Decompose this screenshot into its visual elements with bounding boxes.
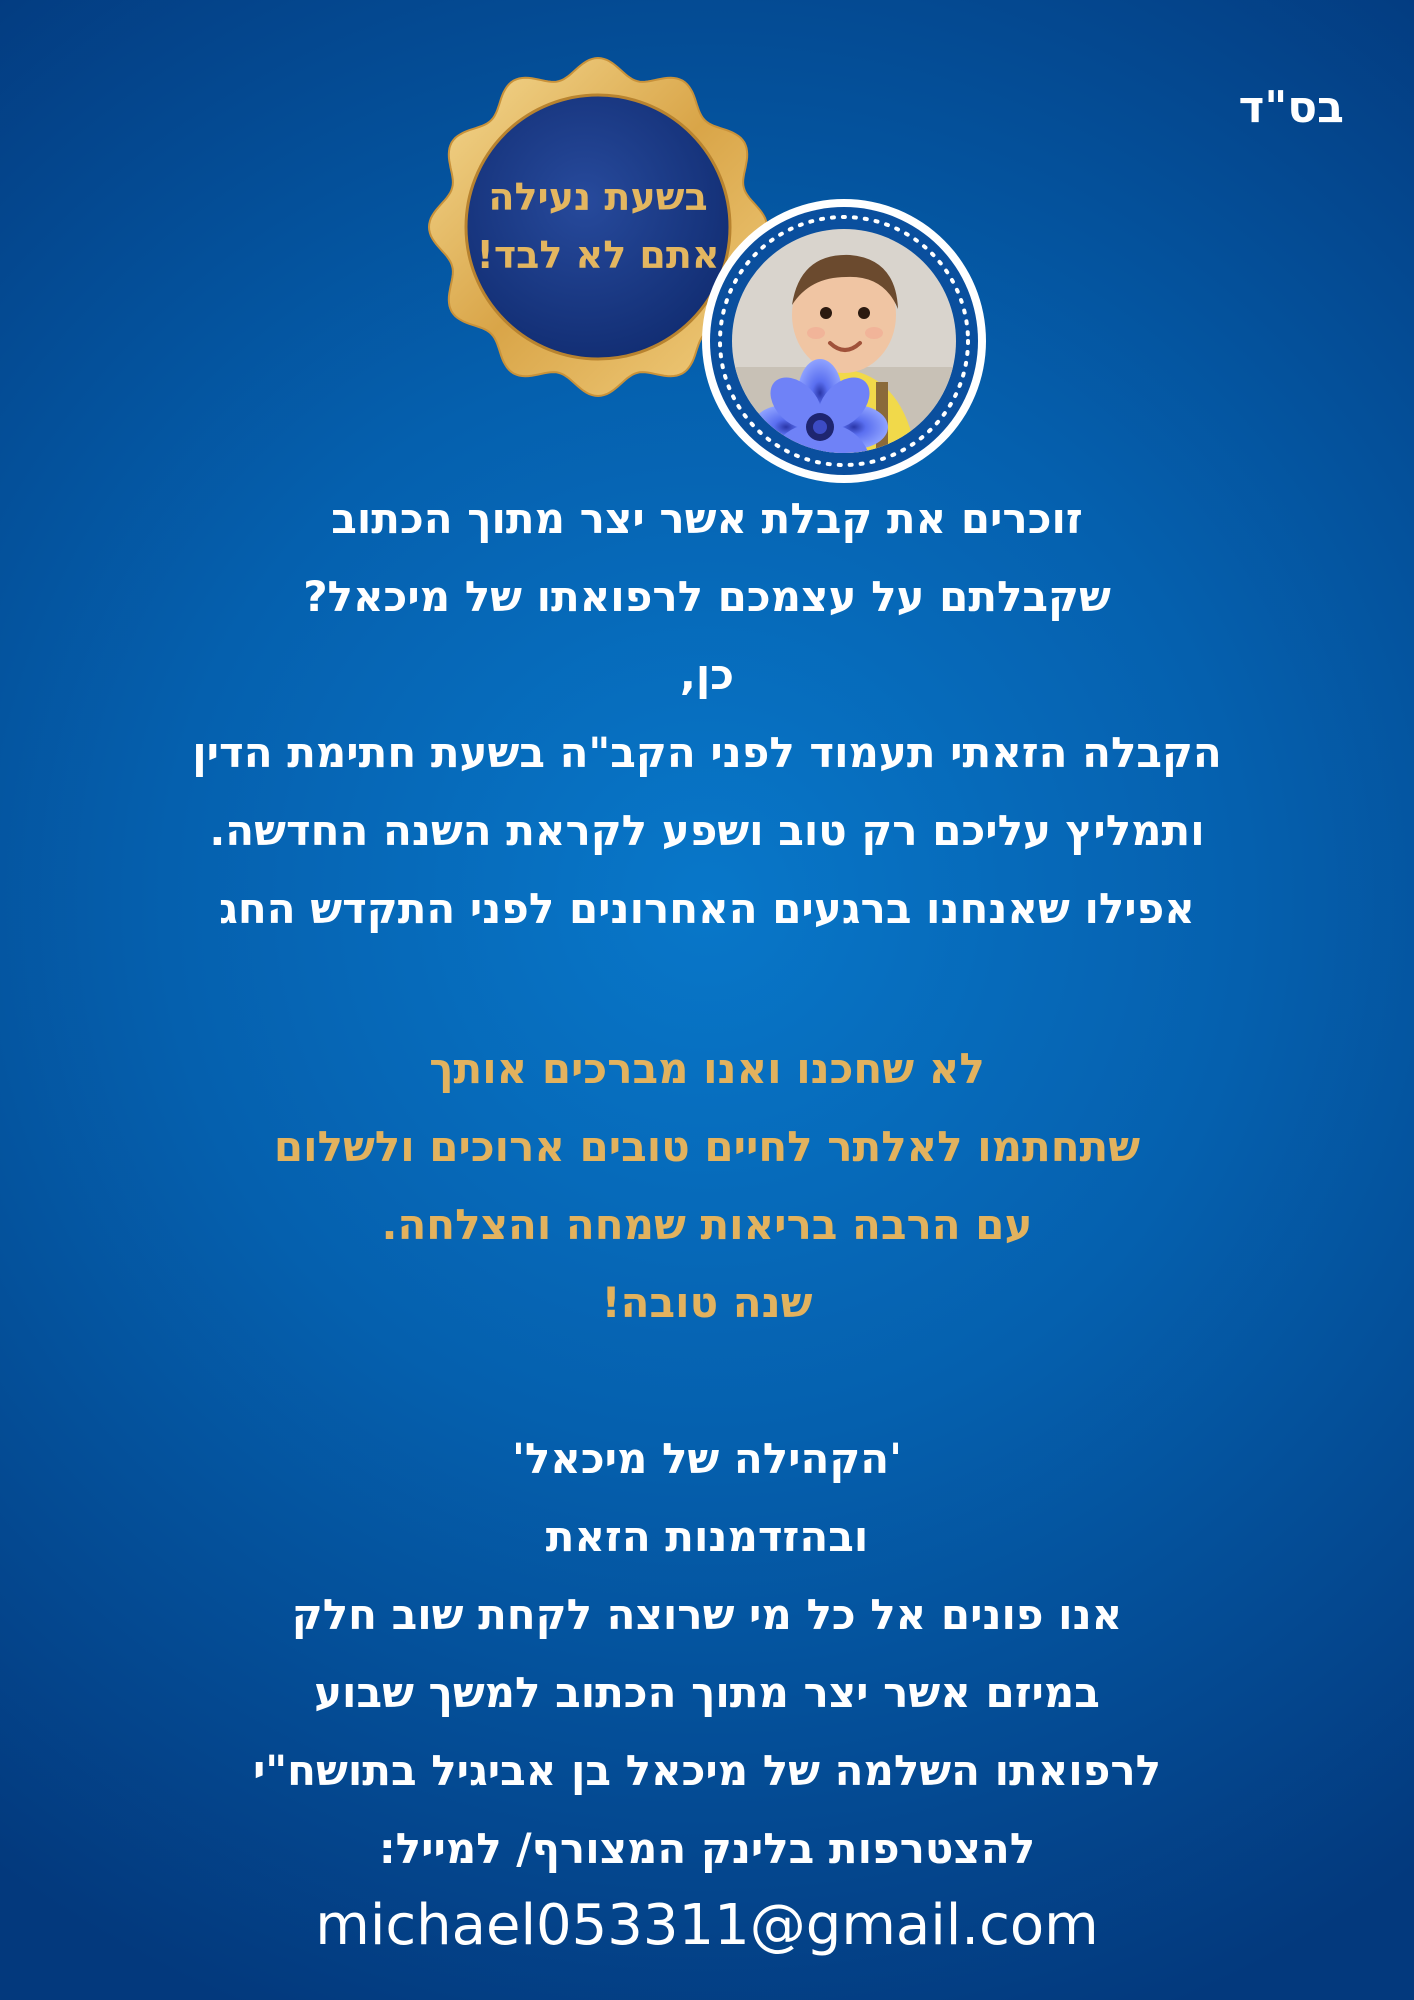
community-appeal-block: [0, 1420, 1414, 1888]
intro-message-block: [0, 480, 1414, 948]
blessing-line: עם הרבה בריאות שמחה והצלחה.: [381, 1200, 1033, 1249]
message-line: זוכרים את קבלת אשר יצר מתוך הכתוב: [331, 494, 1083, 543]
blessing-line: שתחתמו לאלתר לחיים טובים ארוכים ולשלום: [273, 1122, 1141, 1171]
blessing-line: לא שחכנו ואנו מברכים אותך: [429, 1044, 985, 1093]
baby-with-flower-image: [700, 197, 988, 485]
appeal-line: לרפואתו השלמה של מיכאל בן אביגיל בתושח"י: [252, 1746, 1162, 1795]
contact-email: michael053311@gmail.com: [315, 1893, 1099, 1958]
message-line: אפילו שאנחנו ברגעים האחרונים לפני התקדש החג: [219, 884, 1195, 933]
badge-line-1: בשעת נעילה: [488, 175, 708, 219]
appeal-line: להצטרפות בלינק המצורף/ למייל:: [378, 1824, 1036, 1873]
badge-line-2: אתם לא לבד!: [476, 233, 720, 277]
message-line: כן,: [679, 650, 735, 699]
baby-photo-frame: [700, 197, 988, 485]
appeal-line: במיזם אשר יצר מתוך הכתוב למשך שבוע: [314, 1668, 1100, 1717]
message-line: ותמליץ עליכם רק טוב ושפע לקראת השנה החדשה.: [209, 806, 1205, 855]
appeal-line: ובהזדמנות הזאת: [545, 1512, 869, 1561]
bsd-header: בס"ד: [1238, 82, 1344, 133]
blessing-line: שנה טובה!: [601, 1278, 813, 1327]
appeal-line: 'הקהילה של מיכאל': [511, 1434, 903, 1483]
message-line: הקבלה הזאתי תעמוד לפני הקב"ה בשעת חתימת הדין: [192, 728, 1222, 777]
message-line: שקבלתם על עצמכם לרפואתו של מיכאל?: [303, 572, 1111, 621]
blessing-block: [0, 1030, 1414, 1342]
appeal-line: אנו פונים אל כל מי שרוצה לקחת שוב חלק: [291, 1590, 1123, 1639]
